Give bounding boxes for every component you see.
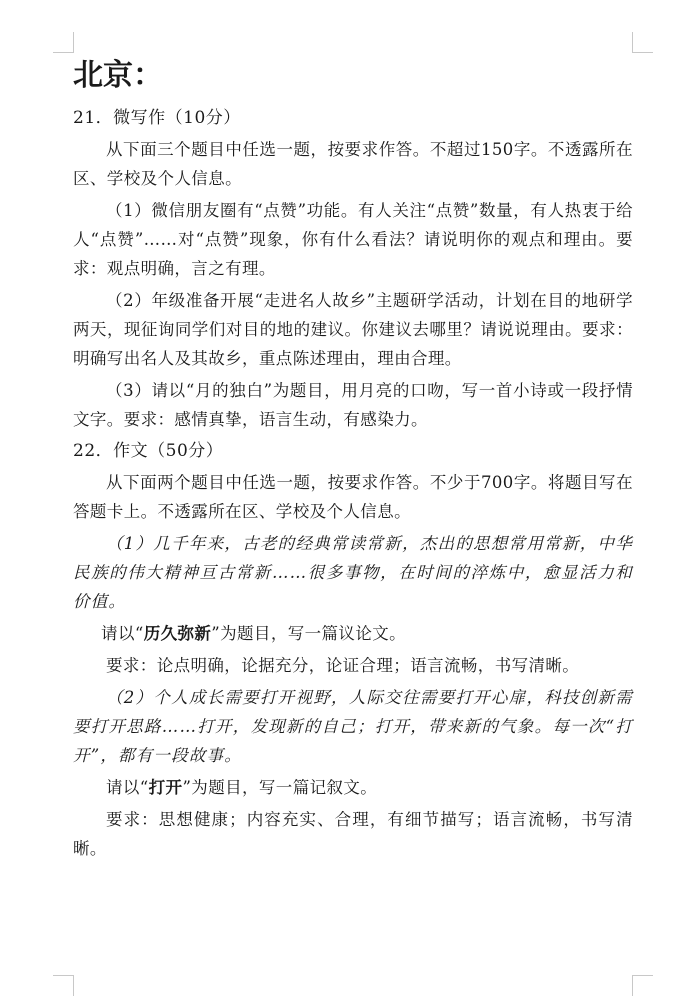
q21-item-3: （3）请以“月的独白”为题目，用月亮的口吻，写一首小诗或一段抒情文字。要求：感情真挚，语言生动，有感染力。 — [73, 381, 633, 429]
q22-item-2-requirements: 要求：思想健康；内容充实、合理，有细节描写；语言流畅，书写清晰。 — [73, 810, 633, 858]
q22-heading: 22．作文（50分） — [73, 441, 224, 461]
q22-item-1-material: （1）几千年来，古老的经典常读常新，杰出的思想常用常新，中华民族的伟大精神亘古常新……很多事物，在时间的淬炼中，愈显活力和价值。 — [73, 534, 633, 611]
q22-item-2-prompt — [73, 773, 633, 802]
q22-item-2-material: （2）个人成长需要打开视野，人际交往需要打开心扉，科技创新需要打开思路……打开，发现新的自己；打开，带来新的气象。每一次“打开”，都有一段故事。 — [73, 688, 633, 765]
q22-intro: 从下面两个题目中任选一题，按要求作答。不少于700字。将题目写在答题卡上。不透露所在区、学校及个人信息。 — [73, 473, 633, 521]
document-body — [73, 54, 633, 866]
crop-mark-bottom-left — [53, 975, 74, 996]
q21-heading: 21．微写作（10分） — [73, 108, 241, 128]
page-title: 北京： — [73, 58, 163, 93]
q22-item-1-prompt — [73, 619, 633, 648]
prompt-title-text: 打开 — [148, 778, 183, 797]
prompt-suffix: ”为题目，写一篇议论文。 — [211, 624, 407, 643]
prompt-prefix: 请以“ — [101, 624, 144, 643]
prompt-prefix: 请以“ — [106, 778, 149, 797]
q21-item-1: （1）微信朋友圈有“点赞”功能。有人关注“点赞”数量，有人热衷于给人“点赞”……对“点赞”现象，你有什么看法？请说明你的观点和理由。要求：观点明确，言之有理。 — [73, 201, 633, 278]
prompt-title-text: 历久弥新 — [143, 624, 212, 643]
q21-intro: 从下面三个题目中任选一题，按要求作答。不超过150字。不透露所在区、学校及个人信息。 — [73, 140, 633, 188]
prompt-suffix: ”为题目，写一篇记叙文。 — [182, 778, 378, 797]
q21-item-2: （2）年级准备开展“走进名人故乡”主题研学活动，计划在目的地研学两天，现征询同学们对目的地的建议。你建议去哪里？请说说理由。要求：明确写出名人及其故乡，重点陈述理由，理由合理。 — [73, 291, 633, 368]
crop-mark-top-right — [632, 32, 653, 53]
crop-mark-top-left — [53, 32, 74, 53]
crop-mark-bottom-right — [632, 975, 653, 996]
q22-item-1-requirements: 要求：论点明确，论据充分，论证合理；语言流畅，书写清晰。 — [106, 656, 580, 675]
